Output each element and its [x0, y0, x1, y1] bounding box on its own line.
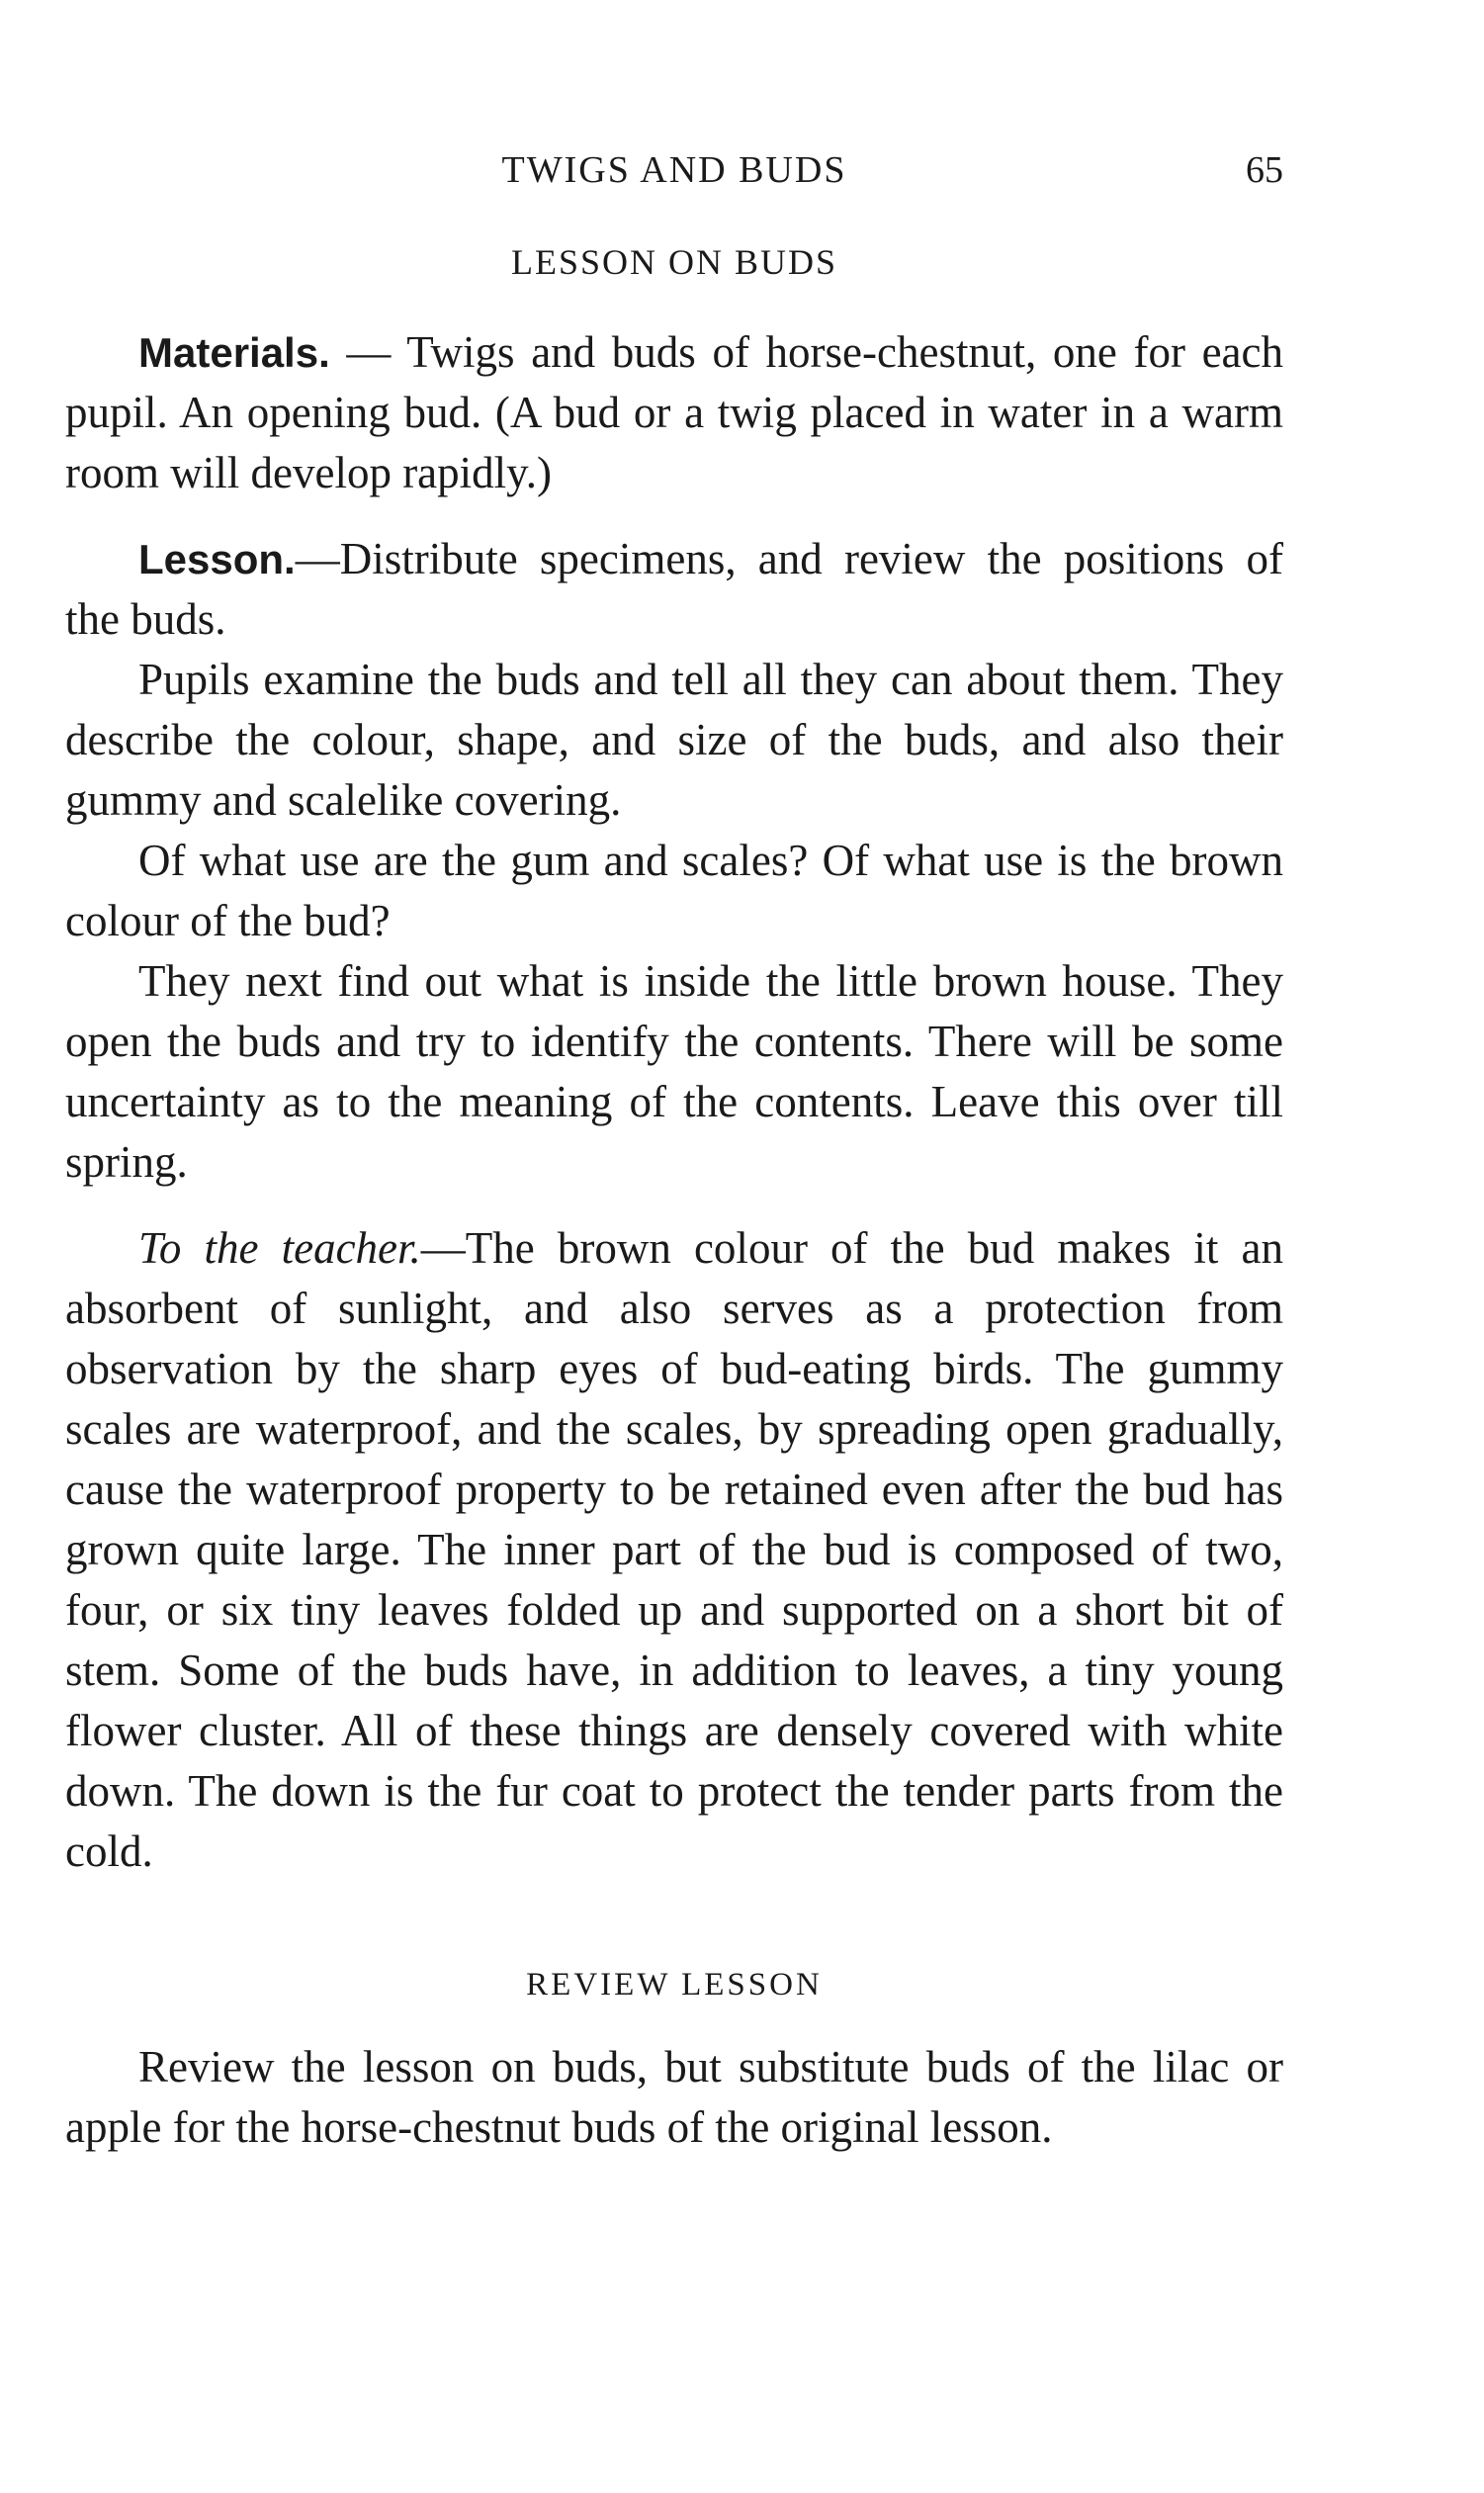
page-number: 65 — [1246, 149, 1283, 191]
review-paragraph: Review the lesson on buds, but substitute buds of the lilac or apple for the horse-chestnut buds of the original lesson. — [65, 2042, 1283, 2152]
body-paragraph: They next find out what is inside the little brown house. They open the buds and try to identify the contents. There will be some uncertainty as to the meaning of the contents. Leave this over till spring. — [65, 956, 1283, 1187]
lesson-label: Lesson. — [138, 536, 296, 582]
running-title: TWIGS AND BUDS — [501, 149, 847, 191]
materials-paragraph — [65, 322, 1283, 503]
body-paragraph: Pupils examine the buds and tell all they can about them. They describe the colour, shape, and size of the buds, and also their gummy and scalelike covering. — [65, 655, 1283, 825]
lesson-paragraph — [65, 529, 1283, 650]
lesson-text: —Distribute specimens, and review the positions of the buds. — [65, 534, 1283, 644]
running-head — [65, 148, 1283, 208]
teacher-note-paragraph — [65, 1218, 1283, 1882]
teacher-note-text: —The brown colour of the bud makes it an absorbent of sunlight, and also serves as a protection from observation by the sharp eyes of bud-eating birds. The gummy scales are waterproof, and the scales, by spreading open gradually, cause the waterproof property to be retained even after the bud has grown quite large. The inner part of the bud is composed of two, four, or six tiny leaves folded up and supported on a short bit of stem. Some of the buds have, in addition to leaves, a tiny young flower cluster. All of these things are densely covered with white down. The down is the fur coat to protect the tender parts from the cold. — [65, 1223, 1283, 1876]
book-page — [65, 148, 1283, 2158]
body-paragraph: Of what use are the gum and scales? Of what use is the brown colour of the bud? — [65, 836, 1283, 945]
section-heading-review-lesson: REVIEW LESSON — [526, 1967, 823, 2003]
materials-text: — Twigs and buds of horse-chestnut, one for each pupil. An opening bud. (A bud or a twig placed in water in a warm room will develop rapidly.) — [65, 327, 1283, 497]
teacher-note-label: To the teacher. — [138, 1223, 421, 1273]
materials-label: Materials. — [138, 329, 330, 376]
section-heading-lesson-on-buds: LESSON ON BUDS — [510, 242, 838, 282]
